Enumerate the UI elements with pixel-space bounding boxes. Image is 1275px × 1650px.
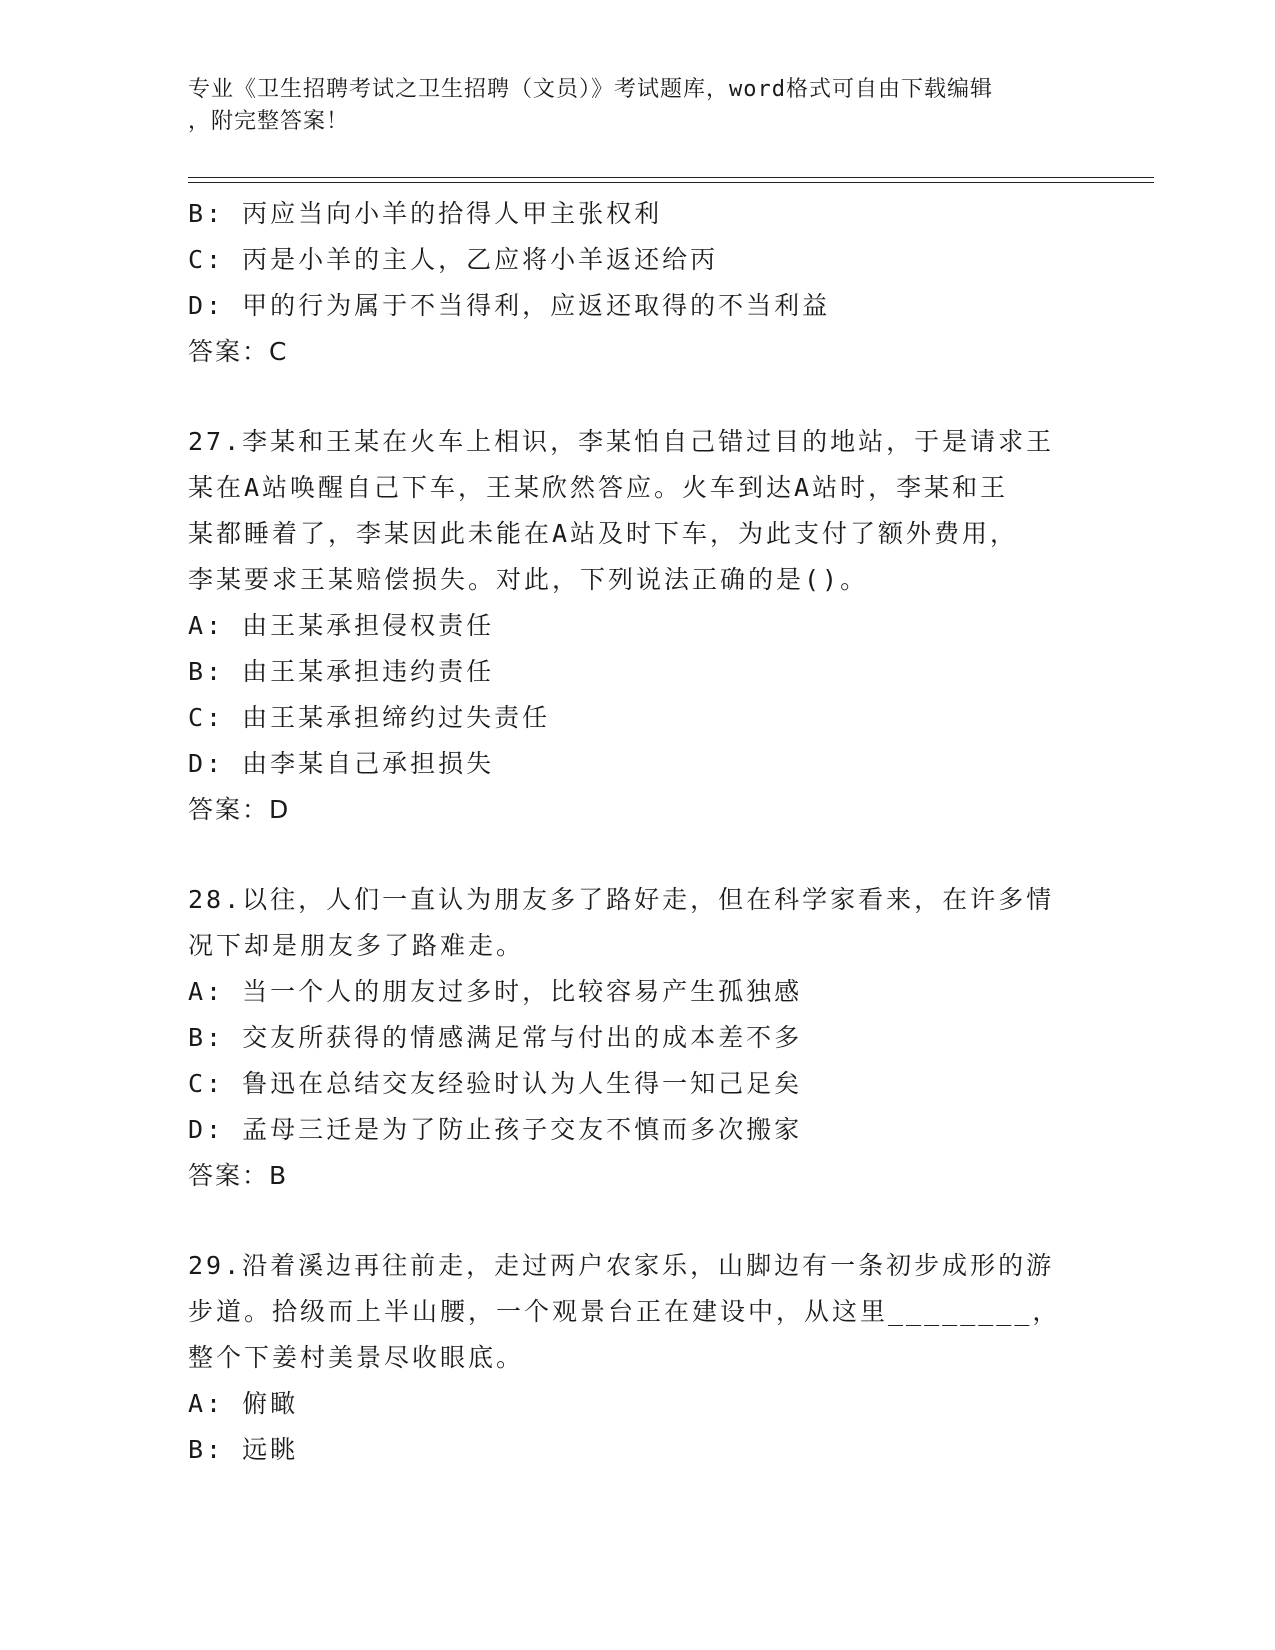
option-c: C: 丙是小羊的主人，乙应将小羊返还给丙: [188, 245, 719, 274]
option-b: B: 交友所获得的情感满足常与付出的成本差不多: [188, 1023, 803, 1052]
header-divider-bottom: [188, 182, 1154, 183]
header-line-2: ，附完整答案！: [188, 109, 350, 134]
option-b: B: 丙应当向小羊的拾得人甲主张权利: [188, 199, 663, 228]
option-c: C: 由王某承担缔约过失责任: [188, 703, 551, 732]
question-27: [188, 419, 1088, 833]
question-stem-line: 29.沿着溪边再往前走，走过两户农家乐，山脚边有一条初步成形的游: [188, 1251, 1055, 1280]
option-a: A: 俯瞰: [188, 1389, 299, 1418]
question-29: [188, 1243, 1088, 1473]
question-stem-line: 整个下姜村美景尽收眼底。: [188, 1343, 525, 1372]
option-a: A: 当一个人的朋友过多时，比较容易产生孤独感: [188, 977, 803, 1006]
question-stem-line: 28.以往，人们一直认为朋友多了路好走，但在科学家看来，在许多情: [188, 885, 1055, 914]
header-divider-top: [188, 177, 1154, 178]
question-28: [188, 877, 1088, 1199]
spacer: [188, 375, 1088, 419]
option-b: B: 由王某承担违约责任: [188, 657, 495, 686]
answer: 答案：D: [188, 795, 291, 824]
option-d: D: 甲的行为属于不当得利，应返还取得的不当利益: [188, 291, 831, 320]
question-stem-line: 27.李某和王某在火车上相识，李某怕自己错过目的地站，于是请求王: [188, 427, 1055, 456]
spacer: [188, 1199, 1088, 1243]
question-stem-line: 某在A站唤醒自己下车，王某欣然答应。火车到达A站时，李某和王: [188, 473, 1009, 502]
question-content: [188, 191, 1088, 1473]
spacer: [188, 833, 1088, 877]
question-stem-line: 况下却是朋友多了路难走。: [188, 931, 525, 960]
header-line-1: 专业《卫生招聘考试之卫生招聘（文员）》考试题库，word格式可自由下载编辑: [188, 77, 993, 102]
answer: 答案：C: [188, 337, 289, 366]
question-stem-line: 李某要求王某赔偿损失。对此，下列说法正确的是()。: [188, 565, 869, 594]
option-d: D: 孟母三迁是为了防止孩子交友不慎而多次搬家: [188, 1115, 803, 1144]
question-26-continuation: [188, 191, 1088, 375]
option-d: D: 由李某自己承担损失: [188, 749, 495, 778]
answer: 答案：B: [188, 1161, 289, 1190]
option-b: B: 远眺: [188, 1435, 299, 1464]
page-header: [188, 74, 1088, 138]
question-stem-line: 某都睡着了，李某因此未能在A站及时下车，为此支付了额外费用，: [188, 519, 1019, 548]
option-c: C: 鲁迅在总结交友经验时认为人生得一知己足矣: [188, 1069, 803, 1098]
question-stem-line: 步道。拾级而上半山腰，一个观景台正在建设中，从这里________，: [188, 1297, 1061, 1326]
option-a: A: 由王某承担侵权责任: [188, 611, 495, 640]
